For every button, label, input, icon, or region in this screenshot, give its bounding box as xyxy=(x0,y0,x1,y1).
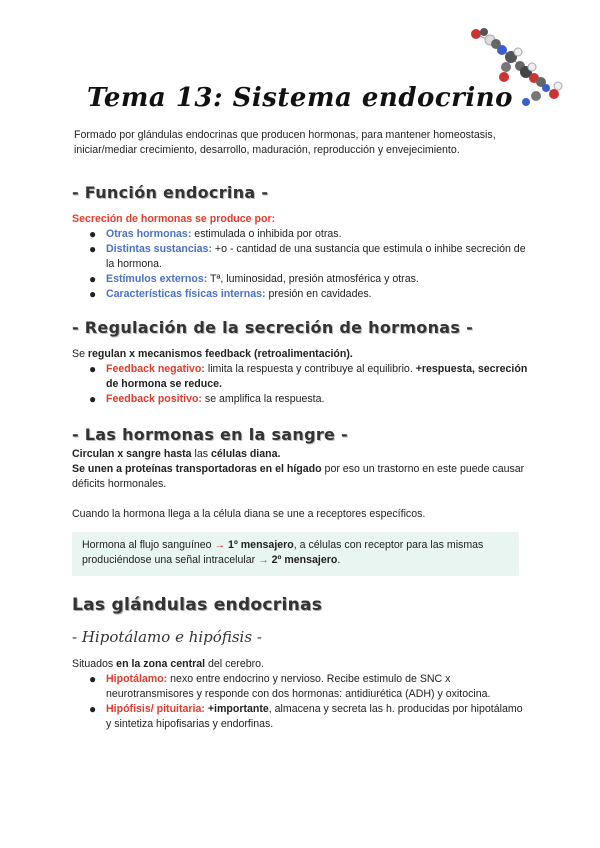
heading-hormonas-sangre: - Las hormonas en la sangre - xyxy=(72,425,348,444)
intro-text: Formado por glándulas endocrinas que producen hormonas, para mantener homeostasis, iniciar/mediar crecimiento, desarrollo, maduración, reproducción y envejecimiento. xyxy=(74,129,496,156)
list-item: ● Estímulos externos: Tª, luminosidad, presión atmosférica y otras. xyxy=(89,272,419,286)
bullet-list xyxy=(72,672,527,732)
section-regulacion xyxy=(72,347,532,407)
section-funcion-endocrina xyxy=(72,212,532,302)
heading-funcion-endocrina: - Función endocrina - xyxy=(72,183,269,202)
section-hormonas-sangre xyxy=(72,447,527,522)
paragraph: Cuando la hormona llega a la célula diana se une a receptores específicos. xyxy=(72,508,426,520)
highlight-box-text: Hormona al flujo sanguíneo → 1º mensajero, a células con receptor para las mismas produciéndose una señal intracelular → 2º mensajero. xyxy=(82,539,484,566)
paragraph: Circulan x sangre hasta las células diana. xyxy=(72,448,281,460)
list-item: ● Distintas sustancias: +o - cantidad de una sustancia que estimula o inhibe secreción de la hormona. xyxy=(89,242,526,270)
heading-regulacion: - Regulación de la secreción de hormonas - xyxy=(72,318,474,337)
heading-glandulas: Las glándulas endocrinas xyxy=(72,595,323,615)
arrow-icon: → xyxy=(214,539,226,551)
subheading-hipotalamo: - Hipotálamo e hipófisis - xyxy=(72,628,262,646)
paragraph: Se unen a proteínas transportadoras en el hígado por eso un trastorno en este puede causar déficits hormonales. xyxy=(72,463,525,490)
list-item: ● Otras hormonas: estimulada o inhibida por otras. xyxy=(89,227,342,241)
section-hipotalamo xyxy=(72,657,527,732)
arrow-icon: → xyxy=(258,554,269,566)
bullet-list xyxy=(72,227,532,302)
section-lead: Situados en la zona central del cerebro. xyxy=(72,658,264,670)
list-item: ● Características físicas internas: presión en cavidades. xyxy=(89,287,372,301)
list-item: ● Feedback negativo: limita la respuesta y contribuye al equilibrio. +respuesta, secreción de hormona se reduce. xyxy=(89,362,528,390)
list-item: ● Hipófisis/ pituitaria: +importante, almacena y secreta las h. producidas por hipotálamo y sintetiza hipofisarias y endorfinas. xyxy=(89,702,523,730)
list-item: ● Feedback positivo: se amplifica la respuesta. xyxy=(89,392,325,406)
page-title: Tema 13: Sistema endocrino xyxy=(86,83,514,113)
list-item: ● Hipotálamo: nexo entre endocrino y nervioso. Recibe estimulo de SNC x neurotransmisores y responde con dos hormonas: antidiurética (ADH) y oxitocina. xyxy=(89,672,491,700)
section-lead: Se regulan x mecanismos feedback (retroalimentación). xyxy=(72,348,353,360)
bullet-list xyxy=(72,362,532,407)
section-lead: Secreción de hormonas se produce por: xyxy=(72,213,276,225)
